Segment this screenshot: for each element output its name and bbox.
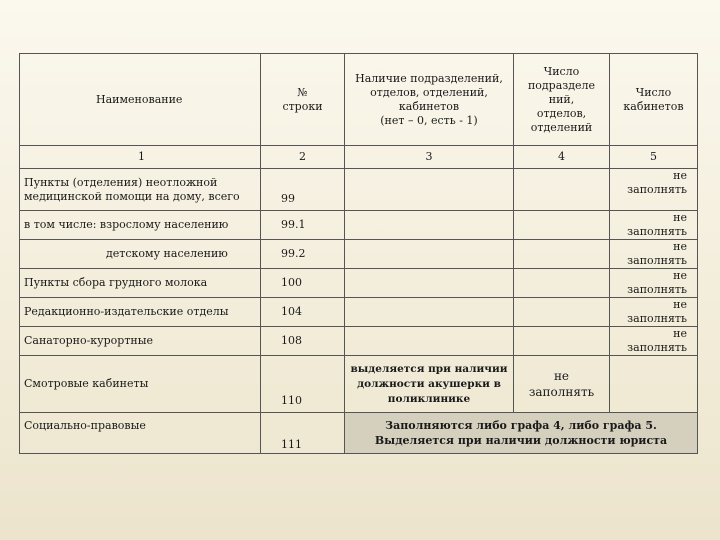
row-note: не заполнять xyxy=(610,211,698,240)
row-note: не заполнять xyxy=(610,240,698,269)
empty-cell xyxy=(345,269,514,298)
row-name: Пункты (отделения) неотложной медицинской помощи на дому, всего xyxy=(20,169,261,211)
row-note-presence: выделяется при наличии должности акушерки в поликлинике xyxy=(345,356,514,413)
row-code: 110 xyxy=(261,356,345,413)
row-name: Редакционно-издательские отделы xyxy=(20,298,261,327)
empty-cell xyxy=(514,240,610,269)
report-table xyxy=(19,53,698,454)
row-name: Санаторно-курортные xyxy=(20,327,261,356)
empty-cell xyxy=(345,298,514,327)
header-rooms-count: Число кабинетов xyxy=(610,54,698,146)
empty-cell xyxy=(345,240,514,269)
row-note-units: не заполнять xyxy=(514,356,610,413)
empty-cell xyxy=(514,327,610,356)
table-row xyxy=(20,356,698,413)
empty-cell xyxy=(345,211,514,240)
table-row xyxy=(20,240,698,269)
table-row xyxy=(20,298,698,327)
header-name: Наименование xyxy=(20,54,261,146)
row-note-merged: Заполняются либо графа 4, либо графа 5. Выделяется при наличии должности юриста xyxy=(345,413,698,454)
row-code: 111 xyxy=(261,413,345,454)
empty-cell xyxy=(345,169,514,211)
row-code: 108 xyxy=(261,327,345,356)
empty-cell xyxy=(610,356,698,413)
row-code: 99.1 xyxy=(261,211,345,240)
empty-cell xyxy=(514,298,610,327)
row-name: Социально-правовые xyxy=(20,413,261,454)
column-number: 2 xyxy=(261,146,345,169)
row-name: в том числе: взрослому населению xyxy=(20,211,261,240)
table-row xyxy=(20,169,698,211)
row-code: 100 xyxy=(261,269,345,298)
row-note: не заполнять xyxy=(610,269,698,298)
row-name: Пункты сбора грудного молока xyxy=(20,269,261,298)
column-numbers-row xyxy=(20,146,698,169)
header-units-count: Число подразделе ний, отделов, отделений xyxy=(514,54,610,146)
empty-cell xyxy=(514,269,610,298)
table-row xyxy=(20,211,698,240)
empty-cell xyxy=(514,169,610,211)
column-number: 1 xyxy=(20,146,261,169)
header-presence: Наличие подразделений, отделов, отделений, кабинетов (нет – 0, есть - 1) xyxy=(345,54,514,146)
header-row xyxy=(20,54,698,146)
empty-cell xyxy=(345,327,514,356)
row-note: не заполнять xyxy=(610,298,698,327)
table-row xyxy=(20,327,698,356)
column-number: 5 xyxy=(610,146,698,169)
row-name: детскому населению xyxy=(20,240,261,269)
row-name: Смотровые кабинеты xyxy=(20,356,261,413)
column-number: 4 xyxy=(514,146,610,169)
header-row-number: № строки xyxy=(261,54,345,146)
row-note: не заполнять xyxy=(610,327,698,356)
row-code: 99.2 xyxy=(261,240,345,269)
empty-cell xyxy=(514,211,610,240)
row-code: 104 xyxy=(261,298,345,327)
column-number: 3 xyxy=(345,146,514,169)
row-code: 99 xyxy=(261,169,345,211)
row-note: не заполнять xyxy=(610,169,698,211)
table-row xyxy=(20,269,698,298)
table-row xyxy=(20,413,698,454)
